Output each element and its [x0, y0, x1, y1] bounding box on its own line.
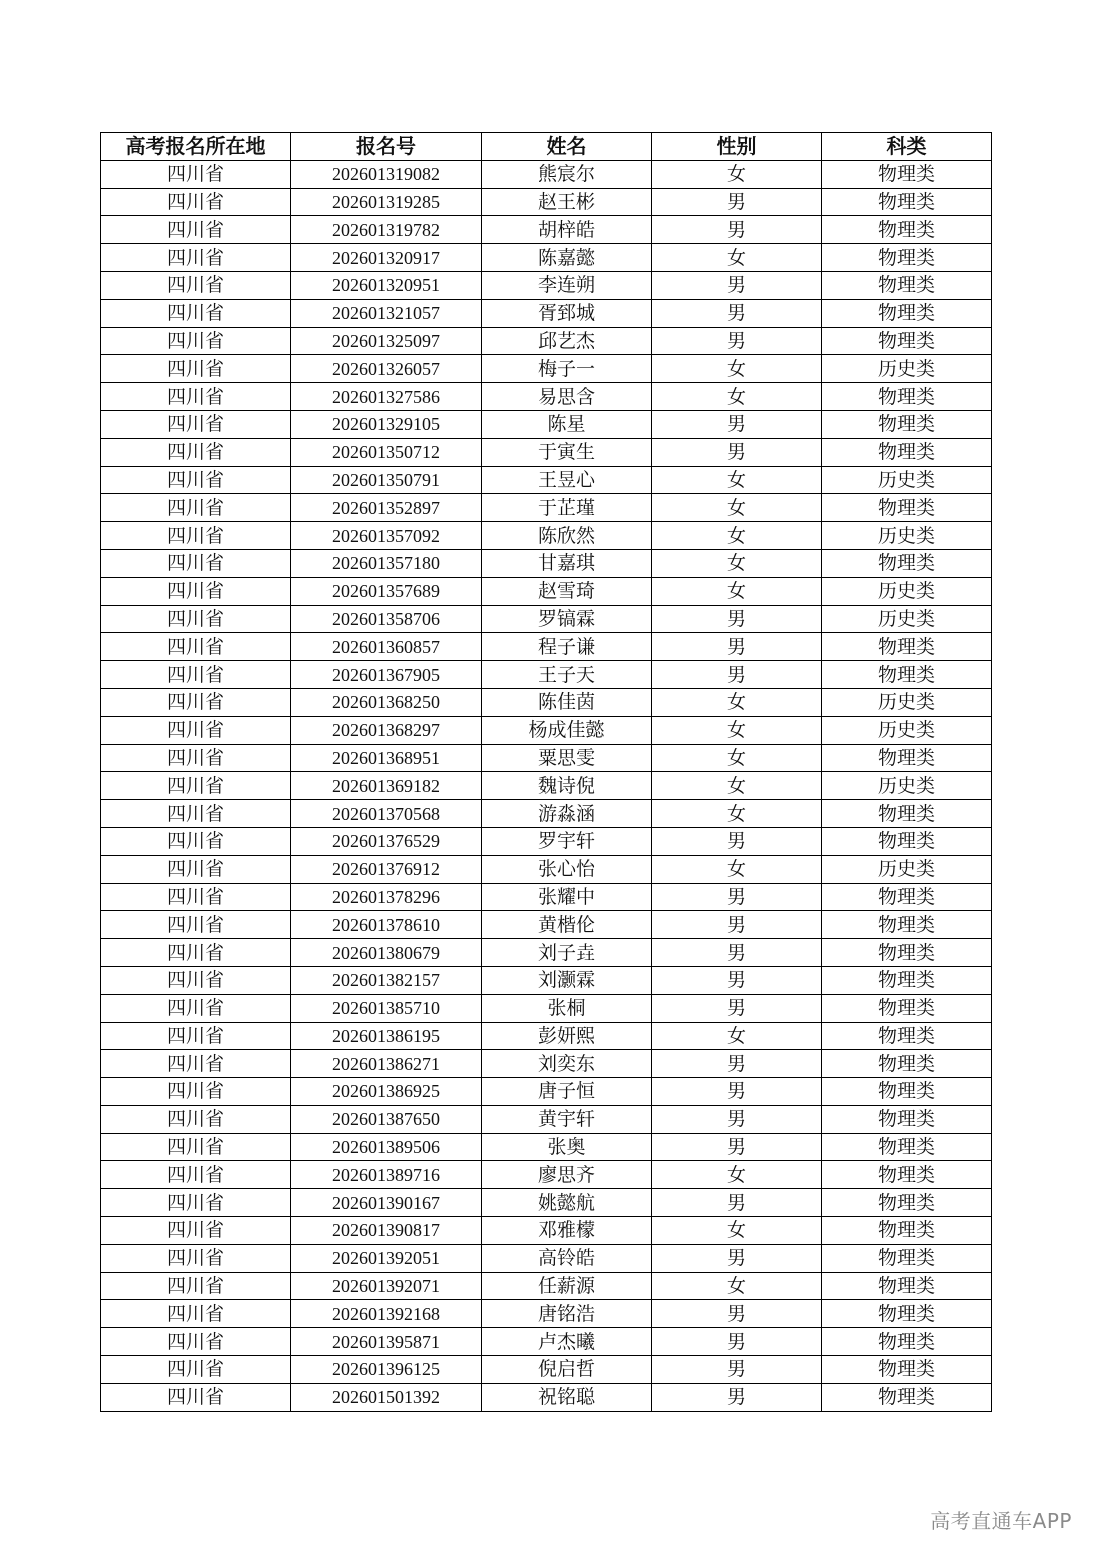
- cell-gender: 男: [652, 1328, 822, 1356]
- table-row: [101, 994, 992, 1022]
- cell-name: 赵王彬: [482, 188, 652, 216]
- cell-subject-category: 历史类: [822, 688, 992, 716]
- cell-name: 程子谦: [482, 633, 652, 661]
- cell-name: 甘嘉琪: [482, 549, 652, 577]
- cell-name: 杨成佳懿: [482, 716, 652, 744]
- cell-name: 彭妍熙: [482, 1022, 652, 1050]
- cell-subject-category: 历史类: [822, 772, 992, 800]
- table-row: [101, 716, 992, 744]
- table-row: [101, 549, 992, 577]
- table-row: [101, 271, 992, 299]
- cell-registration-number: 202601357689: [291, 577, 482, 605]
- cell-subject-category: 物理类: [822, 744, 992, 772]
- header-registration-location: 高考报名所在地: [101, 133, 291, 161]
- cell-location: 四川省: [101, 494, 291, 522]
- cell-name: 高铃皓: [482, 1244, 652, 1272]
- table-row: [101, 188, 992, 216]
- table-row: [101, 661, 992, 689]
- cell-location: 四川省: [101, 355, 291, 383]
- cell-location: 四川省: [101, 1272, 291, 1300]
- cell-location: 四川省: [101, 744, 291, 772]
- table-row: [101, 577, 992, 605]
- cell-registration-number: 202601358706: [291, 605, 482, 633]
- cell-registration-number: 202601386271: [291, 1050, 482, 1078]
- cell-location: 四川省: [101, 271, 291, 299]
- cell-name: 熊宸尔: [482, 160, 652, 188]
- cell-subject-category: 物理类: [822, 1328, 992, 1356]
- cell-subject-category: 物理类: [822, 383, 992, 411]
- cell-registration-number: 202601368250: [291, 688, 482, 716]
- table-row: [101, 438, 992, 466]
- cell-registration-number: 202601352897: [291, 494, 482, 522]
- cell-name: 王昱心: [482, 466, 652, 494]
- cell-gender: 男: [652, 1050, 822, 1078]
- header-row: [101, 133, 992, 161]
- cell-location: 四川省: [101, 1161, 291, 1189]
- cell-gender: 男: [652, 216, 822, 244]
- table-row: [101, 633, 992, 661]
- cell-location: 四川省: [101, 188, 291, 216]
- cell-location: 四川省: [101, 1189, 291, 1217]
- cell-subject-category: 物理类: [822, 1022, 992, 1050]
- cell-subject-category: 物理类: [822, 966, 992, 994]
- cell-name: 陈佳茵: [482, 688, 652, 716]
- table-row: [101, 744, 992, 772]
- cell-registration-number: 202601386925: [291, 1078, 482, 1106]
- header-gender: 性别: [652, 133, 822, 161]
- table-row: [101, 1022, 992, 1050]
- cell-name: 唐子恒: [482, 1078, 652, 1106]
- cell-location: 四川省: [101, 160, 291, 188]
- cell-location: 四川省: [101, 549, 291, 577]
- cell-name: 于芷瑾: [482, 494, 652, 522]
- cell-registration-number: 202601392051: [291, 1244, 482, 1272]
- cell-registration-number: 202601378296: [291, 883, 482, 911]
- cell-registration-number: 202601368297: [291, 716, 482, 744]
- cell-name: 祝铭聪: [482, 1383, 652, 1411]
- cell-subject-category: 物理类: [822, 1244, 992, 1272]
- table-row: [101, 327, 992, 355]
- cell-subject-category: 物理类: [822, 994, 992, 1022]
- cell-name: 粟思雯: [482, 744, 652, 772]
- cell-registration-number: 202601392071: [291, 1272, 482, 1300]
- table-row: [101, 1356, 992, 1384]
- cell-location: 四川省: [101, 383, 291, 411]
- cell-name: 陈嘉懿: [482, 244, 652, 272]
- cell-registration-number: 202601380679: [291, 939, 482, 967]
- cell-subject-category: 物理类: [822, 410, 992, 438]
- table-row: [101, 244, 992, 272]
- table-row: [101, 1189, 992, 1217]
- cell-gender: 女: [652, 716, 822, 744]
- cell-name: 张耀中: [482, 883, 652, 911]
- table-row: [101, 827, 992, 855]
- table-row: [101, 494, 992, 522]
- table-row: [101, 466, 992, 494]
- cell-subject-category: 物理类: [822, 188, 992, 216]
- cell-registration-number: 202601396125: [291, 1356, 482, 1384]
- cell-name: 黄楷伦: [482, 911, 652, 939]
- cell-name: 张奥: [482, 1133, 652, 1161]
- cell-registration-number: 202601368951: [291, 744, 482, 772]
- cell-gender: 女: [652, 1217, 822, 1245]
- cell-registration-number: 202601367905: [291, 661, 482, 689]
- cell-subject-category: 物理类: [822, 271, 992, 299]
- cell-subject-category: 物理类: [822, 160, 992, 188]
- cell-gender: 男: [652, 1244, 822, 1272]
- cell-location: 四川省: [101, 1105, 291, 1133]
- cell-location: 四川省: [101, 800, 291, 828]
- cell-registration-number: 202601382157: [291, 966, 482, 994]
- table-row: [101, 1244, 992, 1272]
- cell-subject-category: 物理类: [822, 883, 992, 911]
- table-row: [101, 1078, 992, 1106]
- cell-name: 任薪源: [482, 1272, 652, 1300]
- cell-location: 四川省: [101, 966, 291, 994]
- table-row: [101, 1300, 992, 1328]
- cell-subject-category: 物理类: [822, 494, 992, 522]
- cell-location: 四川省: [101, 661, 291, 689]
- cell-registration-number: 202601369182: [291, 772, 482, 800]
- cell-location: 四川省: [101, 1300, 291, 1328]
- cell-location: 四川省: [101, 1050, 291, 1078]
- cell-registration-number: 202601350791: [291, 466, 482, 494]
- cell-gender: 女: [652, 355, 822, 383]
- table-row: [101, 1133, 992, 1161]
- cell-name: 邓雅檬: [482, 1217, 652, 1245]
- cell-subject-category: 物理类: [822, 1356, 992, 1384]
- cell-name: 卢杰曦: [482, 1328, 652, 1356]
- cell-subject-category: 物理类: [822, 633, 992, 661]
- cell-name: 邱艺杰: [482, 327, 652, 355]
- cell-gender: 男: [652, 299, 822, 327]
- cell-subject-category: 物理类: [822, 244, 992, 272]
- cell-name: 李连朔: [482, 271, 652, 299]
- cell-gender: 男: [652, 271, 822, 299]
- table-row: [101, 522, 992, 550]
- cell-registration-number: 202601378610: [291, 911, 482, 939]
- table-row: [101, 772, 992, 800]
- cell-gender: 男: [652, 438, 822, 466]
- cell-gender: 男: [652, 327, 822, 355]
- cell-name: 刘奕东: [482, 1050, 652, 1078]
- cell-gender: 女: [652, 744, 822, 772]
- cell-location: 四川省: [101, 1383, 291, 1411]
- cell-gender: 男: [652, 1078, 822, 1106]
- table-row: [101, 216, 992, 244]
- cell-registration-number: 202601326057: [291, 355, 482, 383]
- cell-registration-number: 202601370568: [291, 800, 482, 828]
- cell-location: 四川省: [101, 299, 291, 327]
- table-row: [101, 605, 992, 633]
- cell-name: 黄宇轩: [482, 1105, 652, 1133]
- cell-location: 四川省: [101, 1244, 291, 1272]
- cell-subject-category: 物理类: [822, 661, 992, 689]
- cell-gender: 女: [652, 1022, 822, 1050]
- cell-location: 四川省: [101, 605, 291, 633]
- cell-gender: 男: [652, 1300, 822, 1328]
- cell-registration-number: 202601390817: [291, 1217, 482, 1245]
- cell-name: 罗镐霖: [482, 605, 652, 633]
- cell-registration-number: 202601319082: [291, 160, 482, 188]
- cell-subject-category: 物理类: [822, 1383, 992, 1411]
- cell-gender: 女: [652, 494, 822, 522]
- cell-location: 四川省: [101, 466, 291, 494]
- cell-name: 罗宇轩: [482, 827, 652, 855]
- cell-location: 四川省: [101, 772, 291, 800]
- cell-gender: 男: [652, 633, 822, 661]
- cell-registration-number: 202601376529: [291, 827, 482, 855]
- cell-name: 刘灏霖: [482, 966, 652, 994]
- cell-subject-category: 物理类: [822, 1272, 992, 1300]
- cell-subject-category: 物理类: [822, 549, 992, 577]
- cell-gender: 女: [652, 688, 822, 716]
- cell-location: 四川省: [101, 216, 291, 244]
- cell-location: 四川省: [101, 688, 291, 716]
- cell-registration-number: 202601357092: [291, 522, 482, 550]
- cell-location: 四川省: [101, 1078, 291, 1106]
- cell-registration-number: 202601360857: [291, 633, 482, 661]
- cell-name: 倪启哲: [482, 1356, 652, 1384]
- table-row: [101, 1328, 992, 1356]
- cell-subject-category: 物理类: [822, 438, 992, 466]
- table-row: [101, 1105, 992, 1133]
- cell-subject-category: 物理类: [822, 1105, 992, 1133]
- cell-gender: 女: [652, 549, 822, 577]
- cell-gender: 男: [652, 911, 822, 939]
- cell-subject-category: 物理类: [822, 800, 992, 828]
- cell-location: 四川省: [101, 1217, 291, 1245]
- cell-gender: 女: [652, 466, 822, 494]
- table-row: [101, 911, 992, 939]
- cell-name: 易思含: [482, 383, 652, 411]
- cell-gender: 男: [652, 1105, 822, 1133]
- cell-gender: 男: [652, 883, 822, 911]
- cell-name: 姚懿航: [482, 1189, 652, 1217]
- cell-registration-number: 202601376912: [291, 855, 482, 883]
- cell-subject-category: 历史类: [822, 355, 992, 383]
- cell-location: 四川省: [101, 244, 291, 272]
- cell-registration-number: 202601350712: [291, 438, 482, 466]
- cell-subject-category: 物理类: [822, 1133, 992, 1161]
- cell-location: 四川省: [101, 1133, 291, 1161]
- cell-registration-number: 202601319285: [291, 188, 482, 216]
- cell-subject-category: 历史类: [822, 605, 992, 633]
- cell-location: 四川省: [101, 438, 291, 466]
- cell-gender: 女: [652, 244, 822, 272]
- cell-location: 四川省: [101, 716, 291, 744]
- cell-gender: 男: [652, 661, 822, 689]
- cell-location: 四川省: [101, 522, 291, 550]
- table-row: [101, 1161, 992, 1189]
- cell-registration-number: 202601389506: [291, 1133, 482, 1161]
- cell-registration-number: 202601385710: [291, 994, 482, 1022]
- cell-subject-category: 物理类: [822, 1300, 992, 1328]
- cell-registration-number: 202601329105: [291, 410, 482, 438]
- cell-gender: 男: [652, 605, 822, 633]
- cell-registration-number: 202601392168: [291, 1300, 482, 1328]
- cell-registration-number: 202601325097: [291, 327, 482, 355]
- cell-location: 四川省: [101, 855, 291, 883]
- table-header: [101, 133, 992, 161]
- cell-registration-number: 202601386195: [291, 1022, 482, 1050]
- watermark-text: 高考直通车APP: [930, 1509, 1072, 1533]
- cell-subject-category: 历史类: [822, 716, 992, 744]
- cell-location: 四川省: [101, 883, 291, 911]
- cell-gender: 女: [652, 1272, 822, 1300]
- table-row: [101, 1383, 992, 1411]
- cell-location: 四川省: [101, 327, 291, 355]
- cell-name: 张桐: [482, 994, 652, 1022]
- cell-subject-category: 物理类: [822, 216, 992, 244]
- cell-gender: 女: [652, 1161, 822, 1189]
- table-row: [101, 299, 992, 327]
- cell-registration-number: 202601319782: [291, 216, 482, 244]
- cell-name: 唐铭浩: [482, 1300, 652, 1328]
- cell-subject-category: 物理类: [822, 1217, 992, 1245]
- header-name: 姓名: [482, 133, 652, 161]
- cell-location: 四川省: [101, 994, 291, 1022]
- cell-location: 四川省: [101, 1356, 291, 1384]
- table-row: [101, 883, 992, 911]
- cell-name: 刘子垚: [482, 939, 652, 967]
- cell-gender: 男: [652, 939, 822, 967]
- cell-name: 梅子一: [482, 355, 652, 383]
- cell-subject-category: 历史类: [822, 855, 992, 883]
- cell-gender: 女: [652, 522, 822, 550]
- cell-gender: 男: [652, 1133, 822, 1161]
- cell-name: 胡梓皓: [482, 216, 652, 244]
- table-row: [101, 355, 992, 383]
- cell-gender: 女: [652, 577, 822, 605]
- table-body: [101, 160, 992, 1411]
- cell-location: 四川省: [101, 1328, 291, 1356]
- cell-gender: 男: [652, 966, 822, 994]
- cell-subject-category: 物理类: [822, 1050, 992, 1078]
- cell-name: 于寅生: [482, 438, 652, 466]
- cell-registration-number: 202601321057: [291, 299, 482, 327]
- cell-subject-category: 物理类: [822, 327, 992, 355]
- cell-name: 陈欣然: [482, 522, 652, 550]
- cell-location: 四川省: [101, 911, 291, 939]
- cell-gender: 男: [652, 994, 822, 1022]
- table-row: [101, 855, 992, 883]
- cell-location: 四川省: [101, 633, 291, 661]
- cell-gender: 女: [652, 855, 822, 883]
- cell-name: 游淼涵: [482, 800, 652, 828]
- table-row: [101, 939, 992, 967]
- cell-subject-category: 物理类: [822, 1161, 992, 1189]
- cell-registration-number: 202601390167: [291, 1189, 482, 1217]
- cell-name: 陈星: [482, 410, 652, 438]
- cell-location: 四川省: [101, 410, 291, 438]
- cell-subject-category: 历史类: [822, 466, 992, 494]
- cell-location: 四川省: [101, 577, 291, 605]
- cell-subject-category: 物理类: [822, 911, 992, 939]
- cell-name: 魏诗倪: [482, 772, 652, 800]
- cell-name: 赵雪琦: [482, 577, 652, 605]
- cell-gender: 女: [652, 772, 822, 800]
- table-row: [101, 688, 992, 716]
- cell-subject-category: 物理类: [822, 299, 992, 327]
- cell-registration-number: 202601389716: [291, 1161, 482, 1189]
- cell-gender: 男: [652, 1383, 822, 1411]
- table-row: [101, 160, 992, 188]
- cell-subject-category: 物理类: [822, 1189, 992, 1217]
- cell-location: 四川省: [101, 827, 291, 855]
- cell-gender: 女: [652, 800, 822, 828]
- table-row: [101, 1050, 992, 1078]
- cell-subject-category: 物理类: [822, 1078, 992, 1106]
- cell-registration-number: 202601357180: [291, 549, 482, 577]
- cell-location: 四川省: [101, 939, 291, 967]
- cell-name: 廖思齐: [482, 1161, 652, 1189]
- cell-registration-number: 202601387650: [291, 1105, 482, 1133]
- cell-name: 张心怡: [482, 855, 652, 883]
- cell-subject-category: 历史类: [822, 577, 992, 605]
- header-registration-number: 报名号: [291, 133, 482, 161]
- cell-registration-number: 202601327586: [291, 383, 482, 411]
- cell-gender: 男: [652, 1356, 822, 1384]
- cell-location: 四川省: [101, 1022, 291, 1050]
- cell-gender: 男: [652, 188, 822, 216]
- cell-gender: 男: [652, 827, 822, 855]
- cell-gender: 男: [652, 410, 822, 438]
- cell-registration-number: 202601320917: [291, 244, 482, 272]
- cell-registration-number: 202601320951: [291, 271, 482, 299]
- table-row: [101, 966, 992, 994]
- cell-subject-category: 物理类: [822, 827, 992, 855]
- cell-gender: 女: [652, 383, 822, 411]
- header-subject-category: 科类: [822, 133, 992, 161]
- table-row: [101, 1272, 992, 1300]
- admission-list-table: [100, 132, 992, 1412]
- table-row: [101, 1217, 992, 1245]
- table-row: [101, 410, 992, 438]
- cell-name: 胥郅城: [482, 299, 652, 327]
- cell-name: 王子天: [482, 661, 652, 689]
- cell-subject-category: 历史类: [822, 522, 992, 550]
- cell-gender: 女: [652, 160, 822, 188]
- cell-registration-number: 202601395871: [291, 1328, 482, 1356]
- cell-subject-category: 物理类: [822, 939, 992, 967]
- cell-registration-number: 202601501392: [291, 1383, 482, 1411]
- table-row: [101, 800, 992, 828]
- table-row: [101, 383, 992, 411]
- cell-gender: 男: [652, 1189, 822, 1217]
